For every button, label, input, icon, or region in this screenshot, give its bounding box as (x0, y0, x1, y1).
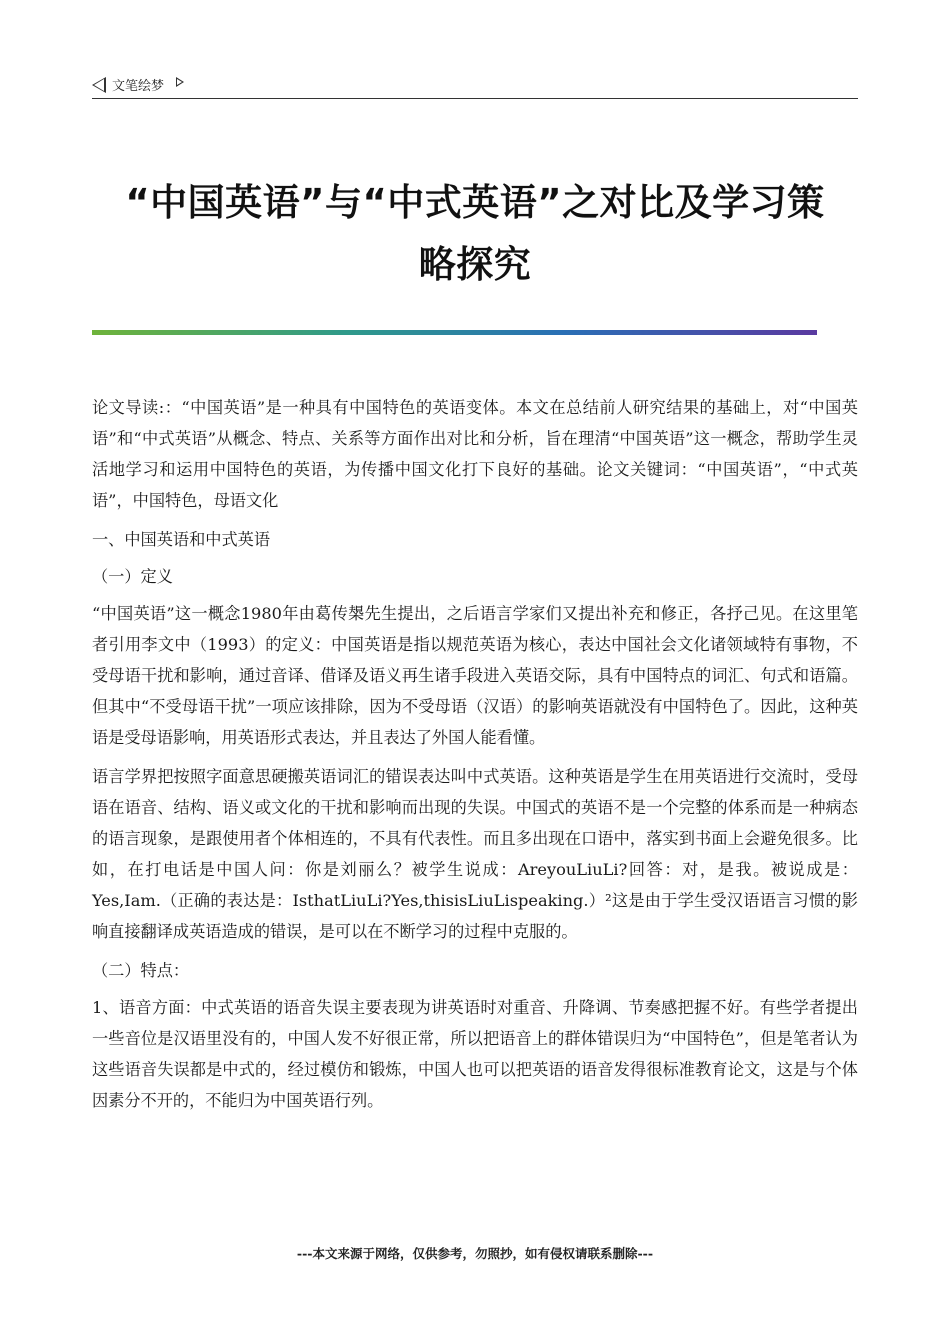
definition-paragraph-2: 语言学界把按照字面意思硬搬英语词汇的错误表达叫中式英语。这种英语是学生在用英语进行交流时，受母语在语音、结构、语义或文化的干扰和影响而出现的失误。中国式的英语不是一个完整的体系而是一种病态的语言现象，是跟使用者个体相连的，不具有代表性。而且多出现在口语中，落实到书面上会避免很多。比如，在打电话是中国人问：你是刘丽么？被学生说成：AreyouLiuLi?回答：对，是我。被说成是：Yes,Iam.（正确的表达是：IsthatLiuLi?Yes,thisisLiuLispeaking.）²这是由于学生受汉语语言习惯的影响直接翻译成英语造成的错误，是可以在不断学习的过程中克服的。 (92, 767, 858, 941)
page-footer: ---本文来源于网络，仅供参考，勿照抄，如有侵权请联系删除--- (296, 1246, 654, 1261)
subsection-heading-features: （二）特点： (92, 961, 190, 980)
features-paragraph-1: 1、语音方面：中式英语的语音失误主要表现为讲英语时对重音、升降调、节奏感把握不好。有些学者提出一些音位是汉语里没有的，中国人发不好很正常，所以把语音上的群体错误归为“中国特色”，但是笔者认为这些语音失误都是中式的，经过模仿和锻炼，中国人也可以把英语的语音发得很标准教育论文，这是与个体因素分不开的，不能归为中国英语行列。 (92, 998, 858, 1110)
title-line-2: 略探究 (418, 243, 532, 286)
left-triangle-icon (92, 77, 106, 93)
subsection-heading-definition: （一）定义 (92, 567, 173, 586)
header-brand: 文笔绘梦 (112, 79, 165, 94)
title-divider (92, 330, 817, 335)
title-line-1: “中国英语”与“中式英语”之对比及学习策 (125, 181, 825, 224)
document-body (92, 392, 858, 1124)
definition-paragraph-1: “中国英语”这一概念1980年由葛传槼先生提出，之后语言学家们又提出补充和修正，各抒己见。在这里笔者引用李文中（1993）的定义：中国英语是指以规范英语为核心，表达中国社会文化诸领域特有事物，不受母语干扰和影响，通过音译、借译及语义再生诸手段进入英语交际，具有中国特点的词汇、句式和语篇。但其中“不受母语干扰”一项应该排除，因为不受母语（汉语）的影响英语就没有中国特色了。因此，这种英语是受母语影响，用英语形式表达，并且表达了外国人能看懂。 (92, 604, 858, 747)
right-triangle-icon (176, 77, 184, 87)
abstract-paragraph: 论文导读:：“中国英语”是一种具有中国特色的英语变体。本文在总结前人研究结果的基础上，对“中国英语”和“中式英语”从概念、特点、关系等方面作出对比和分析，旨在理清“中国英语”这一概念，帮助学生灵活地学习和运用中国特色的英语，为传播中国文化打下良好的基础。论文关键词：“中国英语”，“中式英语”，中国特色，母语文化 (92, 398, 858, 510)
document-title (92, 172, 858, 296)
section-heading-1: 一、中国英语和中式英语 (92, 530, 271, 549)
header-brand-group (92, 75, 184, 94)
page-header (92, 72, 858, 99)
